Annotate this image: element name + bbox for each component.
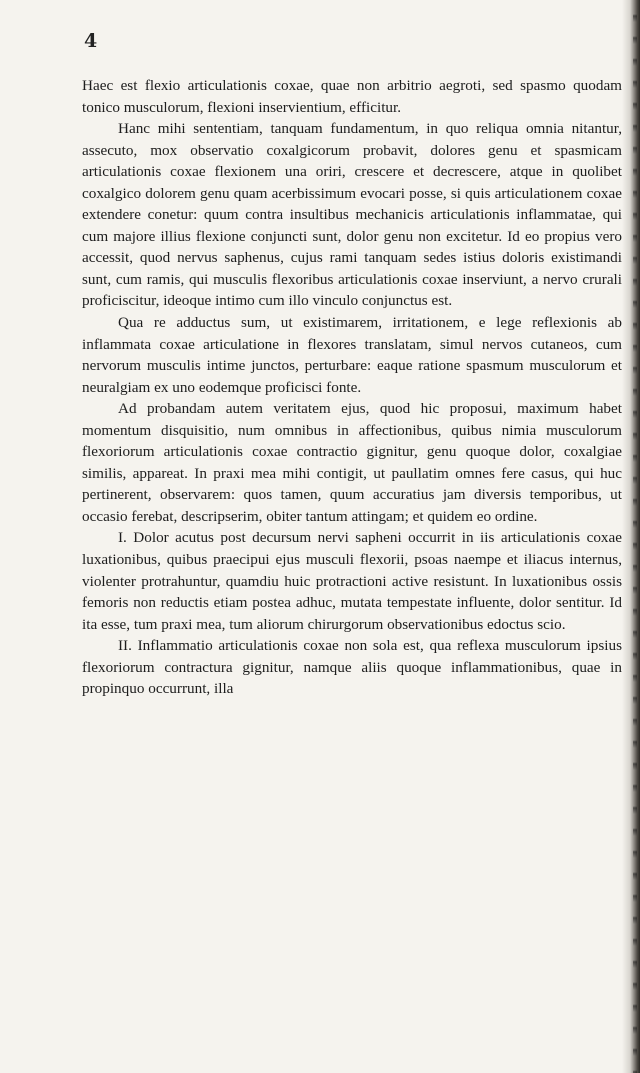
- body-text: [82, 75, 622, 700]
- paragraph-6: II. Inflammatio articulationis coxae non sola est, qua reflexa musculorum ipsius flexoriorum contractura gignitur, namque aliis quoque inflammationibus, quae in propinquo occurrunt, illa: [82, 637, 622, 698]
- page-edge-marks: [633, 0, 637, 1073]
- paragraph-5: I. Dolor acutus post decursum nervi sapheni occurrit in iis articulationis coxae luxationibus, quibus praecipui ejus musculi flexorii, psoas naempe et iliacus internus, violenter protrahuntur, quamdiu huic protractioni active resistunt. In luxationibus ossis femoris non reductis etiam postea adhuc, mutata tempestate influente, dolor sentitur. Id ita esse, tum praxi mea, tum aliorum chirurgorum observationibus edoctus scio.: [82, 529, 622, 633]
- paragraph-4: Ad probandam autem veritatem ejus, quod hic proposui, maximum habet momentum disquisitio, num omnibus in affectionibus, quibus nimia musculorum flexoriorum articulationis coxae contractio gignitur, genu quoque dolor, coxalgiae similis, appareat. In praxi mea mihi contigit, ut paullatim omnes fere casus, qui huc pertinerent, observarem: quos tamen, quum accuratius jam diversis temporibus, ut occasio ferebat, descripserim, obiter tantum attingam; et quidem eo ordine.: [82, 400, 622, 525]
- page-number: 4: [84, 30, 98, 52]
- paragraph-2: Hanc mihi sententiam, tanquam fundamentum, in quo reliqua omnia nitantur, assecuto, mox observatio coxalgicorum probavit, dolores genu et spasmicam articulationis coxae flexionem una oriri, crescere et decrescere, atque in quolibet coxalgico dolorem genu quam acerbissimum evocari posse, si quis articulationem coxae extendere conetur: quum contra insultibus mechanicis articulationis inflammatae, qui cum majore illius flexione conjuncti sunt, dolor genu non excitetur. Id eo propius vero accessit, quod nervus saphenus, cujus rami tanquam sedes istius doloris existimandi sunt, cum ramis, qui musculis flexoribus articulationis coxae inserviunt, a nervo crurali proficiscitur, ideoque intimo cum illo vinculo conjunctus est.: [82, 120, 622, 310]
- page-edge-shadow: [622, 0, 640, 1073]
- paragraph-1: Haec est flexio articulationis coxae, quae non arbitrio aegroti, sed spasmo quodam tonico musculorum, flexioni inservientium, efficitur.: [82, 77, 622, 116]
- paragraph-3: Qua re adductus sum, ut existimarem, irritationem, e lege reflexionis ab inflammata coxae articulatione in flexores translatam, simul nervos cutaneos, cum nervorum musculis intime junctos, perturbare: eaque ratione spasmum musculorum et neuralgiam ex uno eodemque proficisci fonte.: [82, 314, 622, 396]
